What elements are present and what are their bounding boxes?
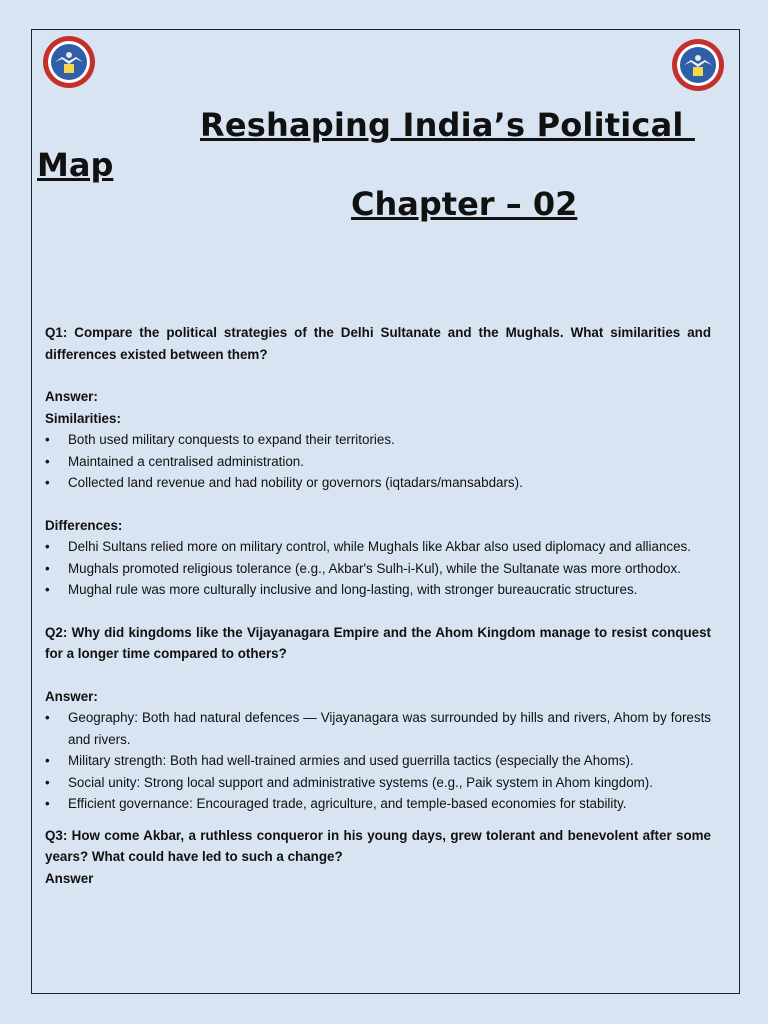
- similarities-list: [45, 429, 711, 494]
- q2-answer-list: [45, 707, 711, 815]
- list-item: • Mughal rule was more culturally inclusive and long-lasting, with stronger bureaucratic structures.: [45, 579, 711, 601]
- list-item: • Delhi Sultans relied more on military control, while Mughals like Akbar also used diplomacy and alliances.: [45, 536, 711, 558]
- list-item: • Social unity: Strong local support and administrative systems (e.g., Paik system in Ahom kingdom).: [45, 772, 711, 794]
- section-heading-similarities: Similarities:: [45, 410, 121, 426]
- list-item: • Mughals promoted religious tolerance (e.g., Akbar's Sulh-i-Kul), while the Sultanate was more orthodox.: [45, 558, 711, 580]
- question-2: Q2: Why did kingdoms like the Vijayanagara Empire and the Ahom Kingdom manage to resist conquest for a longer time compared to others?: [45, 624, 711, 661]
- list-item: • Geography: Both had natural defences — Vijayanagara was surrounded by hills and rivers, Ahom by forests and rivers.: [45, 707, 711, 750]
- list-item: • Maintained a centralised administration.: [45, 451, 711, 473]
- section-heading-differences: Differences:: [45, 517, 123, 533]
- question-3: Q3: How come Akbar, a ruthless conqueror in his young days, grew tolerant and benevolent after some years? What could have led to such a change?: [45, 827, 711, 864]
- page-title-line1: Reshaping India’s Political: [200, 106, 695, 144]
- list-item: • Military strength: Both had well-trained armies and used guerrilla tactics (especially the Ahoms).: [45, 750, 711, 772]
- differences-list: [45, 536, 711, 601]
- school-emblem-icon-right: [671, 38, 725, 92]
- list-item: • Efficient governance: Encouraged trade, agriculture, and temple-based economies for stability.: [45, 793, 711, 815]
- school-emblem-icon: [42, 35, 96, 89]
- answer-label: Answer:: [45, 389, 98, 404]
- worksheet-content: [45, 322, 711, 889]
- answer-label: Answer: [45, 870, 94, 886]
- answer-label: Answer:: [45, 688, 98, 704]
- list-item: • Collected land revenue and had nobility or governors (iqtadars/mansabdars).: [45, 472, 711, 494]
- chapter-heading: Chapter – 02: [351, 185, 578, 223]
- page-title-line2: Map: [37, 146, 114, 184]
- question-1: Q1: Compare the political strategies of the Delhi Sultanate and the Mughals. What similarities and differences existed between them?: [45, 325, 711, 362]
- list-item: • Both used military conquests to expand their territories.: [45, 429, 711, 451]
